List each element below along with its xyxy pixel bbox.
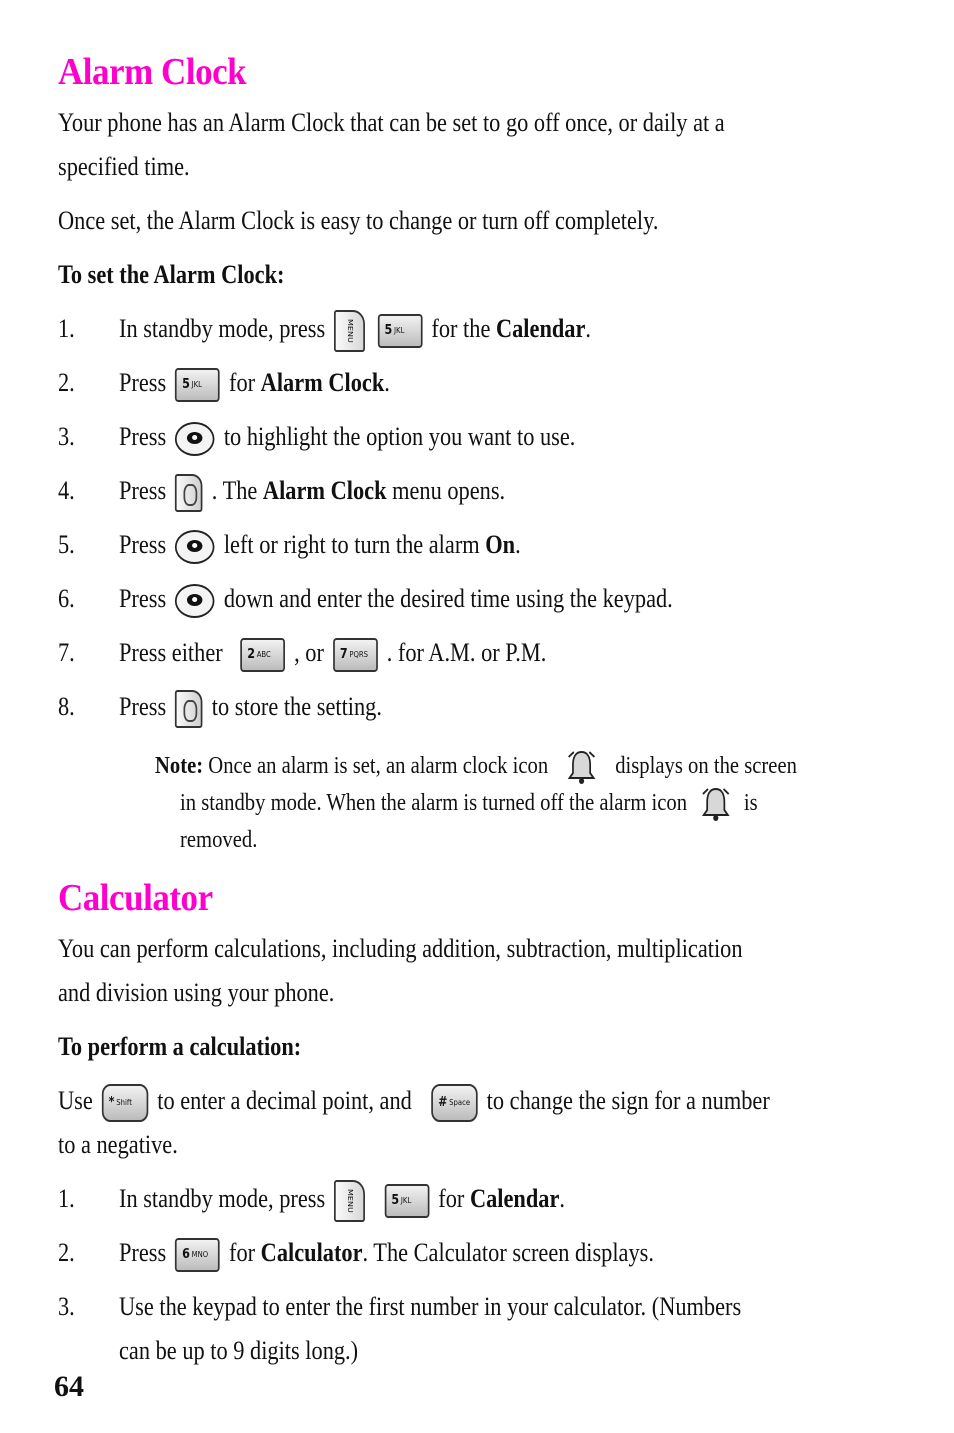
- alarm-step-number: 6.: [58, 584, 75, 613]
- step-text: .: [585, 314, 592, 343]
- alarm-bell-icon: [567, 749, 596, 785]
- calc-use-line1: [58, 1079, 770, 1123]
- alarm-step-5: [119, 523, 521, 567]
- key-letters: MNO: [191, 1250, 209, 1260]
- calc-step-2: [119, 1231, 654, 1275]
- key-star-icon: [102, 1084, 148, 1122]
- menu-key-icon: MENU: [334, 310, 365, 352]
- key-6-icon: [175, 1238, 220, 1272]
- alarm-step-number: 2.: [58, 368, 75, 397]
- note-text: Once an alarm is set, an alarm clock icon: [208, 753, 549, 779]
- step-text: Press: [119, 368, 167, 397]
- step-text: , or: [294, 638, 324, 667]
- key-letters: JKL: [191, 380, 203, 390]
- key-letters: JKL: [400, 1196, 412, 1206]
- alarm-clock-heading: Alarm Clock: [58, 51, 247, 93]
- key-letters: PQRS: [349, 650, 369, 660]
- step-emphasis: Calendar: [469, 1184, 560, 1213]
- step-text: for: [228, 1238, 256, 1267]
- key-5-icon: [175, 368, 220, 402]
- step-text: .: [515, 530, 521, 559]
- calc-step-1: [119, 1177, 565, 1222]
- step-emphasis: On: [485, 530, 516, 559]
- step-text: . for A.M. or P.M.: [386, 638, 547, 667]
- note-label: Note:: [155, 753, 204, 779]
- nav-key-icon: [175, 530, 215, 564]
- alarm-bell-icon: [701, 786, 730, 822]
- key-digit: *: [108, 1095, 115, 1111]
- ok-key-icon: [175, 474, 203, 512]
- key-digit: 7: [339, 647, 348, 663]
- note-text: is: [743, 790, 758, 816]
- key-5-icon: [378, 314, 423, 348]
- step-text: to store the setting.: [211, 692, 382, 721]
- alarm-step-number: 5.: [58, 530, 75, 559]
- page-number: 64: [54, 1370, 84, 1403]
- calc-text: to enter a decimal point, and: [157, 1086, 412, 1115]
- note-line2: [180, 785, 758, 822]
- alarm-intro-line3: Once set, the Alarm Clock is easy to change or turn off completely.: [58, 206, 659, 235]
- step-text: Press: [119, 1238, 167, 1267]
- step-text: In standby mode, press: [119, 314, 326, 343]
- alarm-step-number: 8.: [58, 692, 75, 721]
- key-digit: #: [438, 1095, 448, 1111]
- step-text: . The Calculator screen displays.: [362, 1238, 654, 1267]
- step-text: In standby mode, press: [119, 1184, 326, 1213]
- calculator-heading: Calculator: [58, 877, 213, 919]
- note-line3: removed.: [180, 827, 258, 853]
- calc-step-3-line1: Use the keypad to enter the first number in your calculator. (Numbers: [119, 1292, 742, 1321]
- step-text: for: [228, 368, 256, 397]
- key-5-icon: [385, 1184, 430, 1218]
- calc-intro-line2: and division using your phone.: [58, 978, 335, 1007]
- key-letters: ABC: [256, 650, 271, 660]
- step-text: to highlight the option you want to use.: [223, 422, 576, 451]
- step-text: .: [559, 1184, 565, 1213]
- key-digit: 5: [182, 377, 190, 393]
- step-text: Press: [119, 476, 167, 505]
- key-letters: Shift: [116, 1098, 132, 1108]
- nav-key-icon: [175, 422, 215, 456]
- alarm-subheading: To set the Alarm Clock:: [58, 260, 285, 289]
- alarm-step-3: [119, 415, 575, 459]
- calc-step-number: 2.: [58, 1238, 75, 1267]
- step-text: Press either: [119, 638, 223, 667]
- step-text: Press: [119, 530, 167, 559]
- alarm-step-number: 7.: [58, 638, 75, 667]
- step-emphasis: Alarm Clock: [260, 368, 385, 397]
- step-emphasis: Alarm Clock: [262, 476, 387, 505]
- step-text: Press: [119, 422, 167, 451]
- alarm-intro-line1: Your phone has an Alarm Clock that can be set to go off once, or daily at a: [58, 108, 725, 137]
- calc-step-3-line2: can be up to 9 digits long.): [119, 1336, 359, 1365]
- step-emphasis: Calculator: [260, 1238, 363, 1267]
- alarm-step-number: 4.: [58, 476, 75, 505]
- alarm-step-6: [119, 577, 673, 621]
- alarm-step-number: 1.: [58, 314, 75, 343]
- calc-text: to change the sign for a number: [486, 1086, 770, 1115]
- calc-intro-line1: You can perform calculations, including addition, subtraction, multiplication: [58, 934, 743, 963]
- alarm-step-number: 3.: [58, 422, 75, 451]
- step-text: Press: [119, 692, 167, 721]
- step-text: down and enter the desired time using the keypad.: [223, 584, 673, 613]
- menu-key-icon: MENU: [334, 1180, 365, 1222]
- step-text: Press: [119, 584, 167, 613]
- key-letters: JKL: [394, 326, 405, 336]
- step-emphasis: Calendar: [495, 314, 586, 343]
- alarm-step-1: [119, 307, 591, 352]
- alarm-intro-line2: specified time.: [58, 152, 190, 181]
- note-text: displays on the screen: [615, 753, 797, 779]
- calc-step-number: 1.: [58, 1184, 75, 1213]
- alarm-step-7: [119, 631, 546, 675]
- alarm-step-4: [119, 469, 505, 513]
- step-text: . The: [211, 476, 258, 505]
- key-hash-icon: [431, 1084, 477, 1122]
- calc-subheading: To perform a calculation:: [58, 1032, 302, 1061]
- key-letters: Space: [449, 1098, 471, 1108]
- alarm-step-2: [119, 361, 390, 405]
- note-text: in standby mode. When the alarm is turned off the alarm icon: [180, 790, 688, 816]
- step-text: menu opens.: [392, 476, 506, 505]
- step-text: .: [384, 368, 390, 397]
- note-line1: [155, 748, 797, 785]
- step-text: for: [438, 1184, 465, 1213]
- key-digit: 2: [247, 647, 256, 663]
- calc-text: Use: [58, 1086, 93, 1115]
- nav-key-icon: [175, 584, 215, 618]
- step-text: for the: [431, 314, 491, 343]
- key-digit: 5: [391, 1193, 400, 1209]
- step-text: left or right to turn the alarm: [223, 530, 480, 559]
- calc-step-number: 3.: [58, 1292, 75, 1321]
- calc-use-line2: to a negative.: [58, 1130, 178, 1159]
- key-digit: 5: [384, 323, 393, 339]
- key-7-icon: [333, 638, 378, 672]
- alarm-step-8: [119, 685, 382, 729]
- alarm-bell-icon: [567, 749, 596, 785]
- ok-key-icon: [175, 690, 203, 728]
- key-digit: 6: [182, 1247, 190, 1263]
- alarm-bell-icon: [701, 786, 730, 822]
- key-2-icon: [240, 638, 285, 672]
